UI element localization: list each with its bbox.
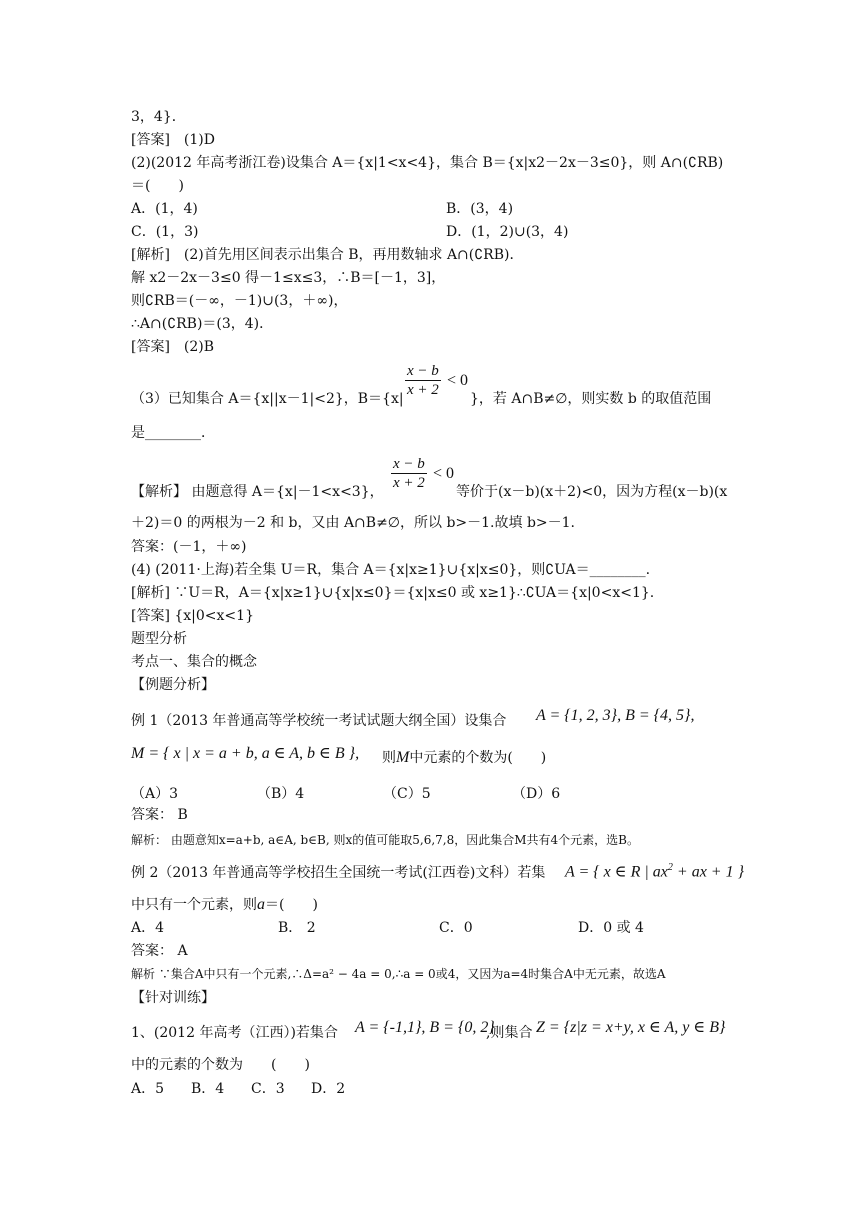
option-c: C．(1，3) [131, 224, 199, 240]
answer-line: [答案] (2)B [131, 339, 215, 355]
fraction-denominator: x + 2 [407, 382, 439, 398]
fraction-relation: < 0 [447, 372, 469, 389]
option-b: B． 2 [278, 920, 316, 936]
answer-line: 答案：(－1，＋∞) [131, 539, 247, 555]
option-d: D．(1，2)∪(3，4) [446, 224, 569, 240]
example-line: 例 1（2013 年普通高等学校统一考试试题大纲全国）设集合 [131, 713, 507, 729]
answer-line: 答案： B [131, 807, 188, 823]
exercise-line: 1、(2012 年高考（江西）)若集合 [131, 1025, 338, 1041]
section-heading: 【针对训练】 [131, 990, 215, 1006]
text-segment: ＝( ) [265, 897, 318, 913]
analysis-line: 解 x2－2x－3≤0 得－1≤x≤3，∴B＝[－1，3]， [131, 270, 446, 286]
text-segment: 个数为( ) [465, 750, 547, 766]
fraction-1 [405, 362, 441, 399]
option-a: A．(1，4) [131, 201, 198, 217]
analysis-line: [解析] (2)首先用区间表示出集合 B，再用数轴求 A∩(∁RB)． [131, 247, 524, 263]
math-expression: A = {1, 2, 3}, B = {4, 5}, [536, 707, 695, 724]
question-line: (2)(2012 年高考浙江卷)设集合 A＝{x|1<x<4}，集合 B＝{x|x2－2x－3≤0}，则 A∩(∁RB) [131, 155, 724, 171]
superscript: 2 [667, 862, 673, 873]
question-line: }，若 A∩B≠∅，则实数 b 的取值范围 [470, 391, 712, 407]
math-symbol: M [396, 749, 410, 766]
section-heading: 题型分析 [131, 631, 187, 647]
analysis-line: 解析 ∵集合A中只有一个元素,∴Δ=a² − 4a = 0,∴a = 0或4，又因为a=4时集合A中无元素，故选A [131, 967, 666, 981]
fraction-numerator: x − b [407, 363, 439, 379]
section-heading: 考点一、集合的概念 [131, 654, 257, 670]
question-line [131, 896, 318, 914]
question-line: (4) (2011·上海)若全集 U＝R，集合 A＝{x|x≥1}∪{x|x≤0}，则∁UA＝________. [131, 562, 651, 578]
fraction-denominator: x + 2 [393, 475, 425, 491]
example-line: 例 2（2013 年普通高等学校招生全国统一考试(江西卷)文科）若集 [131, 865, 546, 881]
analysis-line: 等价于(x－b)(x＋2)<0，因为方程(x－b)(x [456, 484, 728, 500]
text-segment: ,则集合 [486, 1025, 533, 1041]
answer-line: [答案] (1)D [131, 132, 215, 148]
fraction-2 [391, 455, 427, 492]
question-line [131, 390, 404, 408]
text-segment [382, 749, 546, 767]
option-d: （D）6 [512, 786, 561, 802]
answer-line: [答案] {x|0<x<1} [131, 608, 254, 624]
analysis-line: ＋2)＝0 的两根为－2 和 b，又由 A∩B≠∅，所以 b>－1.故填 b>－1. [131, 515, 575, 531]
option-c: C．3 [251, 1081, 285, 1097]
answer-line: 答案： A [131, 943, 188, 959]
math-segment: + ax + 1 } [672, 863, 744, 881]
option-a: A．4 [131, 920, 165, 936]
option-c: （C）5 [383, 786, 431, 802]
math-segment: A = { x ∈ R | ax [565, 863, 668, 881]
math-symbol: a [257, 896, 265, 913]
text-segment: 中只有一个元素，则 [131, 897, 257, 913]
analysis-line: 解析： 由题意知x=a+b, a∈A, b∈B, 则x的值可能取5,6,7,8，因此集合M共有4个元素，选B。 [131, 833, 639, 847]
analysis-line: ∴A∩(∁RB)＝(3，4)． [131, 316, 274, 332]
text-segment: 中元素的 [409, 750, 466, 766]
option-b: B．(3，4) [446, 201, 514, 217]
section-heading: 【例题分析】 [131, 677, 215, 693]
option-b: B．4 [191, 1081, 225, 1097]
option-d: D．2 [311, 1081, 346, 1097]
analysis-line: [解析] ∵U＝R，A＝{x|x≥1}∪{x|x≤0}＝{x|x≤0 或 x≥1}∴∁UA＝{x|0<x<1}. [131, 585, 655, 601]
question-line: 中的元素的个数为 ( ) [131, 1057, 310, 1073]
fraction-relation: < 0 [433, 465, 455, 482]
text-line: 3，4}． [131, 109, 186, 125]
fraction-numerator: x − b [393, 456, 425, 472]
option-c: C．0 [439, 920, 473, 936]
option-a: A．5 [131, 1081, 165, 1097]
option-a: （A）3 [131, 786, 179, 802]
math-expression [565, 859, 744, 881]
text-segment: （3）已知集合 A＝{x||x－1|<2}，B＝{x| [131, 391, 404, 407]
analysis-line: 则∁RB＝(－∞，－1)∪(3，＋∞)， [131, 293, 348, 309]
option-b: （B）4 [257, 786, 305, 802]
math-expression: M = { x | x = a + b, a ∈ A, b ∈ B }, [131, 745, 360, 762]
analysis-line: 【解析】 由题意得 A＝{x|－1<x<3}， [131, 484, 384, 500]
math-expression: Z = {z|z = x+y, x ∈ A, y ∈ B} [536, 1019, 726, 1036]
option-d: D．0 或 4 [578, 920, 644, 936]
text-segment: 则 [382, 750, 396, 766]
math-expression: A = {-1,1}, B = {0, 2} [355, 1019, 495, 1036]
question-line: 是________． [131, 425, 215, 441]
question-line: ＝( ) [131, 178, 184, 194]
